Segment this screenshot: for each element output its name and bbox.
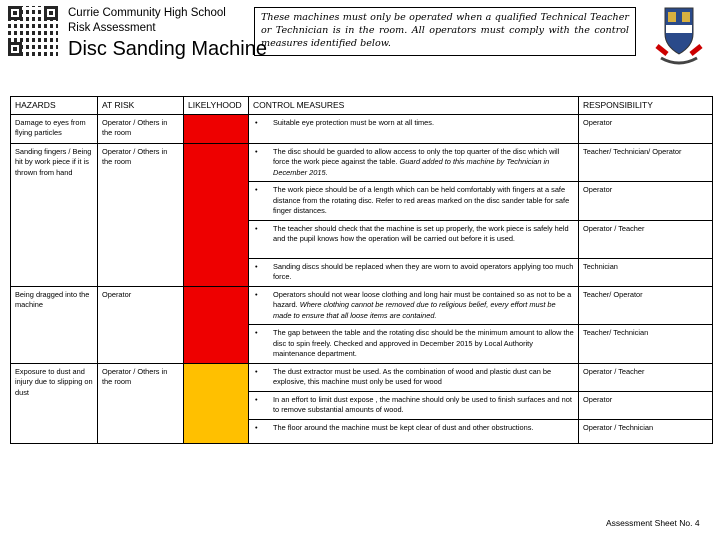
- hazard-cell: Being dragged into the machine: [11, 286, 98, 363]
- control-measure-cell: [249, 258, 579, 286]
- control-measure-note: Guard added to this machine by Technician in December 2015.: [273, 157, 550, 177]
- col-at-risk: AT RISK: [98, 97, 184, 115]
- control-measure-cell: [249, 220, 579, 258]
- hazard-cell: Damage to eyes from flying particles: [11, 114, 98, 143]
- bullet: •: [255, 261, 258, 271]
- document-type: Risk Assessment: [68, 22, 156, 34]
- table-header-row: [11, 97, 713, 115]
- control-measure-cell: [249, 325, 579, 364]
- risk-assessment-table: [10, 96, 713, 444]
- col-hazards: HAZARDS: [11, 97, 98, 115]
- bullet: •: [255, 394, 258, 404]
- bullet: •: [255, 117, 258, 127]
- school-name: Currie Community High School: [68, 7, 226, 19]
- control-measure-cell: [249, 419, 579, 443]
- control-measure-text: Sanding discs should be replaced when they are worn to avoid operators applying too much force.: [273, 261, 574, 281]
- control-measure-cell: [249, 286, 579, 325]
- page-title: Disc Sanding Machine: [68, 38, 267, 60]
- bullet: •: [255, 146, 258, 156]
- responsibility-cell: Operator: [579, 182, 713, 221]
- control-measure-cell: [249, 391, 579, 419]
- bullet: •: [255, 366, 258, 376]
- bullet: •: [255, 223, 258, 233]
- likelihood-cell-medium: [184, 363, 249, 443]
- responsibility-cell: Teacher/ Technician: [579, 325, 713, 364]
- control-measure-cell: [249, 114, 579, 143]
- likelihood-cell-high: [184, 114, 249, 143]
- table-row: [11, 286, 713, 325]
- control-measure-text: Suitable eye protection must be worn at all times.: [273, 117, 435, 127]
- responsibility-cell: Technician: [579, 258, 713, 286]
- control-measure-text: The dust extractor must be used. As the combination of wood and plastic dust can be explosive, this machine must only be used for wood: [273, 366, 552, 386]
- bullet: •: [255, 422, 258, 432]
- responsibility-cell: Operator / Teacher: [579, 363, 713, 391]
- responsibility-cell: Operator / Technician: [579, 419, 713, 443]
- control-measure-text: The gap between the table and the rotating disc should be the minimum amount to allow the disc to spin freely. Checked and approved in December 2015 by Local Authority maintenance department.: [273, 328, 574, 358]
- control-measure-text: The disc should be guarded to allow access to only the top quarter of the disc which will force the work piece against the table.: [273, 146, 560, 166]
- school-header: [68, 6, 226, 36]
- at-risk-cell: Operator / Others in the room: [98, 114, 184, 143]
- responsibility-cell: Operator: [579, 114, 713, 143]
- notice-box: These machines must only be operated when a qualified Technical Teacher or Technician is in the room. All operators must comply with the control measures identified below.: [254, 7, 636, 56]
- school-crest-logo: [655, 6, 703, 68]
- qr-code: [8, 6, 58, 56]
- responsibility-cell: Teacher/ Technician/ Operator: [579, 143, 713, 182]
- control-measure-text: The floor around the machine must be kept clear of dust and other obstructions.: [273, 422, 534, 432]
- at-risk-cell: Operator / Others in the room: [98, 143, 184, 286]
- table-row: [11, 363, 713, 391]
- table-row: [11, 114, 713, 143]
- likelihood-cell-high: [184, 143, 249, 286]
- control-measure-text: The teacher should check that the machine is set up properly, the work piece is safely held and the pupil knows how the operation will be carried out before it is used.: [273, 223, 569, 243]
- hazard-cell: Sanding fingers / Being hit by work piece if it is thrown from hand: [11, 143, 98, 286]
- hazard-cell: Exposure to dust and injury due to slipping on dust: [11, 363, 98, 443]
- col-responsibility: RESPONSIBILITY: [579, 97, 713, 115]
- bullet: •: [255, 289, 258, 299]
- bullet: •: [255, 185, 258, 194]
- col-control-measures: CONTROL MEASURES: [249, 97, 579, 115]
- control-measure-note: Where clothing cannot be removed due to religious belief, every effort must be made to ensure that all loose items are contained.: [273, 300, 556, 320]
- control-measure-cell: [249, 363, 579, 391]
- responsibility-cell: Operator: [579, 391, 713, 419]
- responsibility-cell: Operator / Teacher: [579, 220, 713, 258]
- at-risk-cell: Operator / Others in the room: [98, 363, 184, 443]
- col-likelihood: LIKELYHOOD: [184, 97, 249, 115]
- table-row: [11, 143, 713, 182]
- control-measure-text: The work piece should be of a length which can be held comfortably with fingers at a safe distance from the rotating disc. Refer to red areas marked on the disc sander table for safe finger distances.: [273, 185, 570, 215]
- likelihood-cell-high: [184, 286, 249, 363]
- bullet: •: [255, 328, 258, 337]
- assessment-sheet-number: Assessment Sheet No. 4: [606, 518, 700, 528]
- control-measure-text: Operators should not wear loose clothing and long hair must be contained so as not to be a hazard.: [273, 289, 572, 309]
- control-measure-cell: [249, 143, 579, 182]
- at-risk-cell: Operator: [98, 286, 184, 363]
- control-measure-cell: [249, 182, 579, 221]
- control-measure-text: In an effort to limit dust expose , the machine should only be used to finish surfaces and not to remove substantial amounts of wood.: [273, 394, 572, 414]
- responsibility-cell: Teacher/ Operator: [579, 286, 713, 325]
